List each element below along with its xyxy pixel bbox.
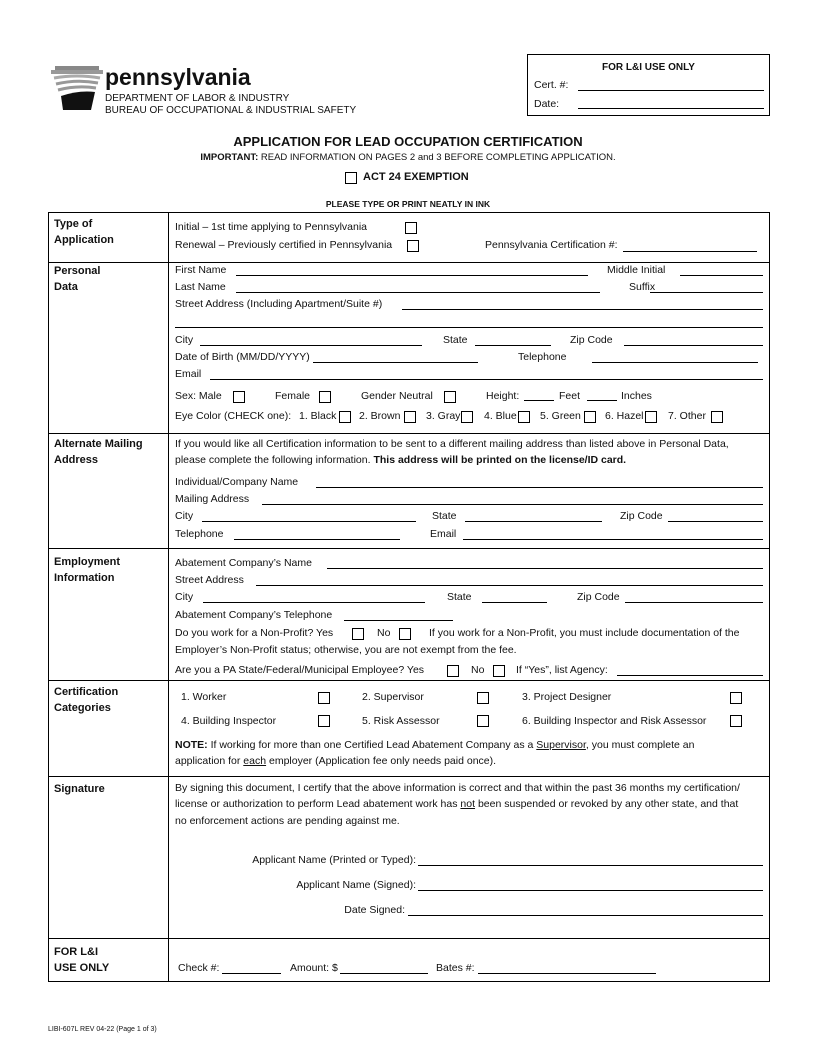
section-label-personal: Personal Data <box>54 265 101 293</box>
renewal-checkbox[interactable] <box>407 240 419 252</box>
phone-label: Telephone <box>518 351 567 363</box>
eye-brown-label: 2. Brown <box>359 410 401 422</box>
signed-name-label: Applicant Name (Signed): <box>296 879 416 891</box>
alt-state-field[interactable] <box>465 521 602 522</box>
company-name-label: Abatement Company’s Name <box>175 557 312 569</box>
form-title: APPLICATION FOR LEAD OCCUPATION CERTIFICATION <box>233 134 583 149</box>
gender-neutral-checkbox[interactable] <box>444 391 456 403</box>
company-street-label: Street Address <box>175 574 244 586</box>
zip-label: Zip Code <box>570 334 613 346</box>
company-name-field[interactable] <box>327 568 763 569</box>
street-label: Street Address (Including Apartment/Suite #) <box>175 298 383 310</box>
nonprofit-no-checkbox[interactable] <box>399 628 411 640</box>
section-label-signature: Signature <box>54 783 105 795</box>
print-note: PLEASE TYPE OR PRINT NEATLY IN INK <box>325 199 491 209</box>
printed-name-label: Applicant Name (Printed or Typed): <box>252 854 416 866</box>
street-field[interactable] <box>402 309 763 310</box>
suffix-field[interactable] <box>650 292 763 293</box>
alt-zip-label: Zip Code <box>620 510 663 522</box>
company-phone-label: Abatement Company’s Telephone <box>175 609 333 621</box>
check-number-label: Check #: <box>178 962 220 974</box>
dob-field[interactable] <box>313 362 478 363</box>
pa-employee-label: Are you a PA State/Federal/Municipal Employee? Yes <box>175 664 425 676</box>
eye-color-label: Eye Color (CHECK one): <box>175 410 292 422</box>
alt-email-label: Email <box>430 528 457 540</box>
alt-name-field[interactable] <box>316 487 763 488</box>
section-label-employment: Employment Information <box>54 556 121 584</box>
city-label: City <box>175 334 194 346</box>
bureau-name: BUREAU OF OCCUPATIONAL & INDUSTRIAL SAFETY <box>105 105 357 116</box>
section-label-certification: Certification Categories <box>54 686 119 714</box>
alt-mailing-field[interactable] <box>262 504 763 505</box>
certification-note: NOTE: If working for more than one Certified Lead Abatement Company as a Supervisor, you must complete an <box>175 739 695 751</box>
eye-other-checkbox[interactable] <box>711 411 723 423</box>
first-name-field[interactable] <box>236 275 588 276</box>
date-signed-field[interactable] <box>408 915 763 916</box>
date-signed-label: Date Signed: <box>344 904 405 916</box>
company-zip-label: Zip Code <box>577 591 620 603</box>
certification-statement-2: license or authorization to perform Lead abatement work has not been suspended or revoked by any other state, and that <box>175 798 739 810</box>
alt-state-label: State <box>432 510 457 522</box>
pa-cert-field[interactable] <box>623 251 757 252</box>
category-supervisor-label: 2. Supervisor <box>362 691 424 703</box>
cert-number-field[interactable] <box>578 90 764 91</box>
important-note <box>0 151 816 164</box>
category-inspector-risk-assessor-checkbox[interactable] <box>730 715 742 727</box>
eye-blue-checkbox[interactable] <box>518 411 530 423</box>
category-building-inspector-checkbox[interactable] <box>318 715 330 727</box>
middle-initial-label: Middle Initial <box>607 264 666 276</box>
email-label: Email <box>175 368 202 380</box>
row-divider <box>48 938 769 939</box>
nonprofit-note: If you work for a Non-Profit, you must include documentation of the <box>429 627 740 639</box>
street-field-line2[interactable] <box>175 327 763 328</box>
company-city-field[interactable] <box>203 602 425 603</box>
category-supervisor-checkbox[interactable] <box>477 692 489 704</box>
office-box-title: FOR L&I USE ONLY <box>602 62 695 73</box>
height-feet-field[interactable] <box>524 400 554 401</box>
company-city-label: City <box>175 591 194 603</box>
category-inspector-risk-assessor-label: 6. Building Inspector and Risk Assessor <box>522 715 707 727</box>
nonprofit-no-label: No <box>377 627 391 639</box>
eye-gray-checkbox[interactable] <box>461 411 473 423</box>
section-label-office-use: FOR L&I USE ONLY <box>54 946 110 974</box>
nonprofit-yes-checkbox[interactable] <box>352 628 364 640</box>
phone-field[interactable] <box>592 362 758 363</box>
last-name-field[interactable] <box>236 292 600 293</box>
middle-initial-field[interactable] <box>680 275 763 276</box>
eye-green-label: 5. Green <box>540 410 581 422</box>
nonprofit-label: Do you work for a Non-Profit? Yes <box>175 627 334 639</box>
signature-field[interactable] <box>418 890 763 891</box>
feet-label: Feet <box>559 390 581 402</box>
row-divider <box>48 262 769 263</box>
important-label: IMPORTANT: <box>200 152 259 163</box>
company-state-field[interactable] <box>482 602 547 603</box>
printed-name-field[interactable] <box>418 865 763 866</box>
eye-brown-checkbox[interactable] <box>404 411 416 423</box>
certification-note-2: application for each employer (Application fee only needs paid once). <box>175 755 497 767</box>
state-field[interactable] <box>475 345 551 346</box>
last-name-label: Last Name <box>175 281 226 293</box>
state-label: State <box>443 334 468 346</box>
act24-label: ACT 24 EXEMPTION <box>363 171 469 183</box>
category-worker-checkbox[interactable] <box>318 692 330 704</box>
bates-number-field[interactable] <box>478 973 656 974</box>
bates-number-label: Bates #: <box>436 962 475 974</box>
first-name-label: First Name <box>175 264 227 276</box>
inches-label: Inches <box>621 390 652 402</box>
category-project-designer-checkbox[interactable] <box>730 692 742 704</box>
section-label-alt-mailing: Alternate Mailing Address <box>54 438 143 466</box>
alt-city-label: City <box>175 510 194 522</box>
female-checkbox[interactable] <box>319 391 331 403</box>
cert-number-label: Cert. #: <box>534 79 569 91</box>
eye-black-checkbox[interactable] <box>339 411 351 423</box>
office-date-label: Date: <box>534 98 560 110</box>
nonprofit-note-2: Employer’s Non-Profit status; otherwise, you are not exempt from the fee. <box>175 644 517 656</box>
pa-employee-yes-checkbox[interactable] <box>447 665 459 677</box>
alt-mailing-instructions: If you would like all Certification information to be sent to a different mailing address than listed above in Personal Data, <box>175 438 729 450</box>
act24-checkbox[interactable] <box>345 172 357 184</box>
form-footer: LIBI-607L REV 04-22 (Page 1 of 3) <box>48 1026 157 1033</box>
pa-cert-label: Pennsylvania Certification #: <box>485 239 618 251</box>
alt-name-label: Individual/Company Name <box>175 476 299 488</box>
amount-label: Amount: $ <box>290 962 338 974</box>
height-label: Height: <box>486 390 520 402</box>
category-risk-assessor-label: 5. Risk Assessor <box>362 715 440 727</box>
alt-phone-label: Telephone <box>175 528 224 540</box>
row-divider <box>48 776 769 777</box>
sex-male-label: Sex: Male <box>175 390 222 402</box>
initial-checkbox[interactable] <box>405 222 417 234</box>
section-label-type: Type of Application <box>54 218 114 246</box>
suffix-label: Suffix <box>629 281 656 293</box>
height-inches-field[interactable] <box>587 400 617 401</box>
gender-neutral-label: Gender Neutral <box>361 390 433 402</box>
logo-wordmark: pennsylvania <box>105 64 251 90</box>
alt-city-field[interactable] <box>202 521 416 522</box>
category-project-designer-label: 3. Project Designer <box>522 691 612 703</box>
dob-label: Date of Birth (MM/DD/YYYY) <box>175 351 310 363</box>
row-divider <box>48 548 769 549</box>
agency-label: If “Yes”, list Agency: <box>516 664 608 676</box>
eye-blue-label: 4. Blue <box>484 410 517 422</box>
row-divider <box>48 433 769 434</box>
alt-email-field[interactable] <box>463 539 763 540</box>
eye-green-checkbox[interactable] <box>584 411 596 423</box>
eye-hazel-label: 6. Hazel <box>605 410 644 422</box>
category-building-inspector-label: 4. Building Inspector <box>181 715 277 727</box>
alt-phone-field[interactable] <box>234 539 400 540</box>
company-state-label: State <box>447 591 472 603</box>
agency-field[interactable] <box>617 675 763 676</box>
pa-employee-no-label: No <box>471 664 485 676</box>
initial-label: Initial – 1st time applying to Pennsylvania <box>175 221 368 233</box>
eye-hazel-checkbox[interactable] <box>645 411 657 423</box>
eye-black-label: 1. Black <box>299 410 337 422</box>
male-checkbox[interactable] <box>233 391 245 403</box>
company-street-field[interactable] <box>256 585 763 586</box>
company-zip-field[interactable] <box>625 602 763 603</box>
row-divider <box>48 680 769 681</box>
email-field[interactable] <box>210 379 763 380</box>
check-number-field[interactable] <box>222 973 281 974</box>
office-date-field[interactable] <box>578 108 764 109</box>
keystone-logo-icon <box>51 66 103 110</box>
pa-employee-no-checkbox[interactable] <box>493 665 505 677</box>
column-divider <box>168 212 169 981</box>
eye-other-label: 7. Other <box>668 410 706 422</box>
category-worker-label: 1. Worker <box>181 691 227 703</box>
amount-field[interactable] <box>340 973 428 974</box>
alt-zip-field[interactable] <box>668 521 763 522</box>
department-name: DEPARTMENT OF LABOR & INDUSTRY <box>105 93 290 104</box>
certification-statement: By signing this document, I certify that the above information is correct and that within the past 36 months my certification/ <box>175 782 740 794</box>
city-field[interactable] <box>200 345 422 346</box>
important-text: READ INFORMATION ON PAGES 2 and 3 BEFORE COMPLETING APPLICATION. <box>258 152 616 163</box>
alt-mailing-label: Mailing Address <box>175 493 250 505</box>
company-phone-field[interactable] <box>344 620 453 621</box>
renewal-label: Renewal – Previously certified in Pennsylvania <box>175 239 393 251</box>
certification-statement-3: no enforcement actions are pending against me. <box>175 815 400 827</box>
category-risk-assessor-checkbox[interactable] <box>477 715 489 727</box>
zip-field[interactable] <box>624 345 763 346</box>
alt-mailing-instructions-2: please complete the following information. This address will be printed on the license/ID card. <box>175 454 627 466</box>
eye-gray-label: 3. Gray <box>426 410 461 422</box>
female-label: Female <box>275 390 311 402</box>
